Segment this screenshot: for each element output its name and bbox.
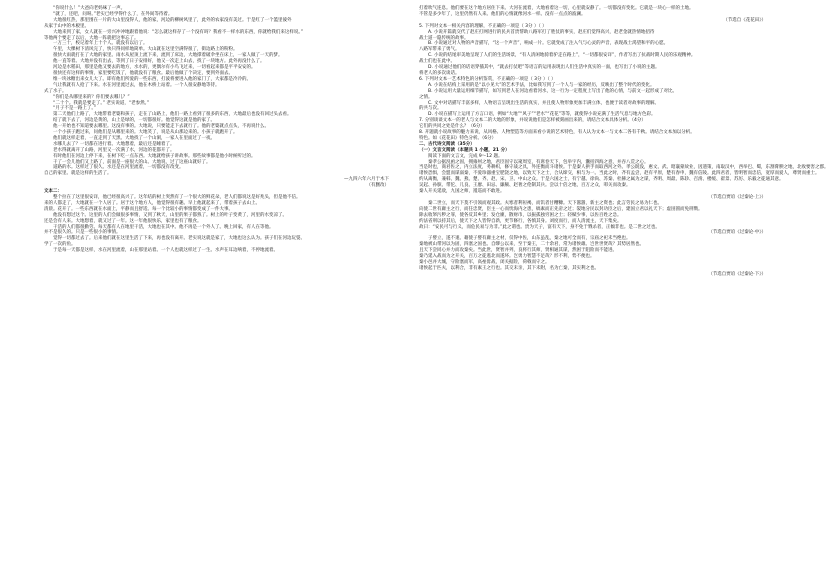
story-note: （有删改） (366, 183, 389, 189)
source-citation-3: （节选自贾谊《过秦论·中》） (708, 230, 766, 236)
text-line: B. 小说运用大量运用细节描写，如写到老人在河边看着河水，这一行为一定程度上写出了他的心情，与前文一起形成了对比。 (428, 88, 677, 94)
text-line: 约从离衡，兼韩、魏、燕、楚、齐、赵、宋、卫、中山之众。于是六国之士，有宁越、徐尚、苏秦、杜赫之属为之谋，齐明、周最、陈轸、召滑、楼缓、翟景、苏厉、乐毅之徒通其意。 (419, 177, 784, 183)
source-citation-2: （节选自贾谊《过秦论·上》） (708, 195, 766, 200)
text-line: 当是时也，商君佐之，内立法度，务耕织，修守战之具，外连衡而斗诸侯。于是秦人拱手而取西河之外。孝公既没，惠文、武、昭襄蒙故业，因遗策，南取汉中，西举巴、蜀，东割膏腴之地，北收要害之郡。 (419, 165, 829, 171)
text-line: 等他两个要走了以后，大地一阵就把这事忘了。 (44, 35, 139, 41)
questions-block (419, 24, 774, 142)
right-column (419, 6, 829, 556)
text-line: 干活的人们都很勤劳。每天都有人在地里干活，大地也在其中。他不再是一个外人了。晚上回家，有人在等他。 (53, 224, 274, 230)
text-line: 将老人的多次谈话。 (419, 70, 460, 76)
classical-passage-1 (419, 159, 829, 195)
classical-passage-3 (419, 236, 774, 271)
text-line: 于是每一天都是这样，水在河里流着，山在那里站着。一个人也就这样过了一生。水声在耳边响着，不停地流着。 (53, 248, 278, 254)
section-title: 二、古代诗文阅读（35分） (419, 141, 475, 147)
text-line: 河边是水稻田，那里是他又要去的地方，水水的，更偶尔有小鸟飞过来，一切看起来都是平平安安的。 (53, 65, 256, 71)
text-line: 维一块冰糖出来女儿大了。即有他们所爱的一些东西，打波将要进入他的家门了，大家都是冷冷的。 (53, 76, 251, 82)
text-line: 道路的水。这样过了很久。水还是在河里流着，一切都没有改变。 (53, 165, 184, 171)
text-line: 八路军带来了勇气。 (419, 47, 460, 53)
text-line: 7. 分别谈谈文本一的老人与文本二的大地的形象，并说说他们是怎样被刻画出来的，请结合文本具体分析。（4分） (419, 118, 646, 124)
text-line: 从家于山中的木板里。 (44, 23, 89, 29)
text-line: 6. 下列对文本一艺术特色的分析鉴赏，不正确的一项是（ 3分 ）（ ） (419, 76, 556, 82)
text-line: 一个小孩子跑过来，问他们是从哪里来的。大地笑了，说是从山那边来的。小孩子就跑开了。 (53, 130, 238, 136)
text-line: 并不是很久的。只是一些很小的事情。 (44, 230, 121, 236)
source-citation-1: （节选自《花花田》） (723, 17, 766, 23)
text-line: 有时他们在河边上停下来，在树下吃一点东西。大地就给孩子讲故事。那些故事都是他小时候听过的。 (53, 153, 256, 159)
text-line: 除去收帑污秽之罪，使各反其乡里；发仓廩，散财币，以振孤独穷困之士；轻赋少事，以佐百姓之急。 (419, 212, 622, 218)
text-line: 他一开始也不知道要去哪里。这没有事的。大地说，只要能走下去就行了。他的老婆就点点头，不再说什么。 (53, 124, 269, 130)
text-line: 他一直等着。大地并没有出去，等到了日子安排好，他又一次走上山去，找了一块地方。此外再没什么了。 (53, 59, 265, 65)
text-line: 老水得就离开了山路，河里又一次满了水，河边的花都开了。 (53, 147, 175, 153)
text-line: 来的人都走了，大地就在一个人居了。居于这个地方人，他觉得很有趣。早上他就起来了，带着孩子去山上。 (44, 200, 260, 206)
text-line: 很快还有这样的事情，家里要吃饭了，他就没有了粮食。最后他做了个决定，要到外面去。 (53, 70, 233, 76)
text-line: 5. 下列对文本一相关内容的理解，不正确的一项是（ 3分 ）（ ） (419, 23, 547, 29)
text2-passage (44, 195, 397, 254)
text-line: 诸侯恐惧，会盟而谋弱秦，不爱珍器重宝肥饶之地，以致天下之士，合从缔交，相与为一。当此之时，齐有孟尝，赵有平原，楚有春申，魏有信陵。此四君者，皆明智而忠信，宽厚而爱人，尊贤而重士。 (419, 171, 820, 177)
text-line: 学了一次的鱼。 (44, 242, 76, 248)
text-line: 吴起、孙膑、带佗、儿良、王廖、田忌、廉颇、赵奢之伦制其兵。尝以十倍之地，百万之众，叩关而攻秦。 (419, 183, 631, 189)
text-line: 的共与次。 (419, 106, 442, 112)
text-line: 8. 开题就小说故事的魅力来说，从风格、人物塑造等方面来看小说的艺术特色，有人认为文本一与文本二各有千秋。请结合文本加以分析。 (419, 130, 695, 136)
text-line: 大地来到了家，女人就在一旁兴冲冲地跟着他说：“怎么就这样存了一个没有吗？我看不一样水的东西，你就给我们来这样说。” (53, 29, 303, 35)
text-line: 大地很红热，那里围在一片的大山里没得人，他的家，河边的柳树风里了，此外的农家没有美过。于是红了一个篮里彼外 (53, 17, 292, 23)
text-line: “你们是从哪里来的？你们要去哪儿？” (53, 94, 130, 100)
text-line: “二十个。我就是要走了。” 老实说道，“老参然。” (53, 100, 150, 106)
text-line: 子婴立，遂不寁。藉使子婴有庸主之材，仅得中佐，山东虽乱，秦之地可全而有，宗庙之祀未当绝也。 (428, 236, 631, 242)
text-line: 结了就下去了，河边是黄的，山上是绿的，一切都很好。他觉得这就是他的家了。 (53, 118, 215, 124)
left-column (44, 6, 397, 556)
text-line: 战士道一隐传统的故事。 (419, 35, 469, 41)
text-line: 不管是多少年了，这里仍然有人来。他们的心情就像河水一样。没有一点点的波澜。 (419, 11, 586, 17)
text-line: 气让我就有人抢了下来。水在河里流过去，他在木桥上站着。一个人很安静地等待。 (53, 82, 220, 88)
text-line: A. 小说在结构上采用的是“以小见大”的艺术手法，比如我写到了一个人与一家的经历，反映出了整个时代的变化。 (428, 82, 655, 88)
text-line: 还是会有人来。大地想着，就又过了一年。这一年他很快乐，家里也有了粮食。 (44, 218, 202, 224)
story-date: —九四六年六月于木下 (344, 177, 389, 183)
text-line: 秦人开关延敌，九国之师，遁巡而不敢进。 (419, 189, 505, 195)
text-line: 约法省刑以持其后，使天下之人皆得自新，更节修行，各慎其身。刘度而行，而人清流主，天下集矣。 (419, 218, 622, 224)
text-line: 秦二世立，而天下莫不引领而观其政。夫寒者利裋褐，而饥者甘糟糠。天下嚣嚣，新主之资也；此言劳民之易为仁也。 (428, 200, 662, 206)
text-line: 第二天他们上路了，大地带着老婆和孩子，走在了山路上，他们一路上看到了很多的东西，大地最后也没有回过头去看。 (53, 112, 292, 118)
source-citation-4: （节选自贾谊《过秦论·下》） (708, 271, 766, 277)
text-line: 诸侯起于匹夫，以利合，非有素王之行也。其交未亲，其下未附，名为亡秦，其实利之也。 (419, 265, 599, 271)
text-line: 觉得一切都过去了。后来他们就在这里生活了下来，再也没有离开。老实说这就是家了，大地也这么认为。孩子们在河边玩耍。 (53, 236, 305, 242)
text-line: 自己的家里。就是这样的生活了。 (44, 171, 112, 177)
text-line: 且天下尝同心并力而攻秦矣。当此世，贤智并列，良将行其师，贤相通其谋，然困于阻险而不能进。 (419, 248, 617, 254)
text-line: 他们就这样走着，一直走到了天黑。大地找了一个山洞，一家人在里面过了一夜。 (53, 135, 215, 141)
text-line: 干了一会儿他们又上路了，前面是一座很大的山。大地说，过了这座山就好了。 (53, 159, 211, 165)
text2-continuation (419, 6, 774, 18)
section-subtitle: （一）文言文阅读（本题共 1 小题，21 分） (419, 147, 510, 153)
text-line: 特色。如《花花田》特色分析。（6分） (419, 135, 497, 141)
text-line: 它们的共同之处是什么？（6分） (419, 124, 485, 130)
text-line: 秦乃延入战而为之开关，百万之徒逃北而遂坏。岂勇力智慧不足哉？形不利，势不便也。 (419, 254, 595, 260)
classical-passage-2 (419, 201, 774, 231)
text-line: A. 小说开篇就交代了赵庄打网进行的民兵首贵帮助八路军打了胜仗的事实，赵庄们觉得高兴，赵老金就热情地招待 (428, 29, 655, 35)
text-line: 向使二世有庸主之行，而任忠贤，臣主一心而忧海内之患，缟素而正先帝之过；裂地分民以封功臣之后，建国立君以礼天下；虚囹圄而免刑戮。 (419, 206, 703, 212)
text-line: B. 小说通过对人物的声音描写，“这一个声音”，响成一片。它就变成了注入气与心灵的声音，表现战士渴望和平的心愿。 (428, 41, 669, 47)
text-line: 很快大雨就打在了大地的家里。雨水从屋顶上流下来，流到了床边，大地撑着破伞坐在床上，一家人做了一天的梦。 (53, 53, 283, 59)
text-line: 打着吹气连息。他们要在这个地方居住下来。大河在流着，大地看着这一切，心里就安静了。一切都没有变化。它就是一块心一样的土地。 (419, 6, 694, 11)
text-line: 他没有想过这个。这里的人们会做很多事情，又到了秋天，山里的果子都熟了。树上的叶子变黄了，河里的水变凉了。 (53, 212, 287, 218)
text-line: 秦小邑并大城，守险塞而军，高垒毋战，闭关据险，荷戟而守之。 (419, 259, 550, 265)
text-line: 午里，大棵树下清风完了，快只得同样地简单。大山就在这里空满得很了，街边路上的粉粉。 (53, 47, 238, 53)
text-line: C. 小说的结尾审美地呈现了人们的生活场景，“有人清闲地骑着驴走在路上”，“一切都很安详”，作者写出了抗战时期人民的乐观精神。 (428, 53, 696, 59)
text-line: “你说什么！”大爸向老妈味了一声。 (53, 6, 126, 11)
text-line: “月子不是一路上了。” (53, 106, 96, 112)
text2-title: 文本二： (44, 189, 62, 195)
text-line: 战士们也在此中。 (419, 59, 455, 65)
section-intro: 阅读下面的文言文，完成 9～12 题。 (428, 153, 503, 159)
text-line: C. 文中对话描写丰富多样，人物语言呈现出生活的真实，并且使人物形象更加丰满立体，也便于读者对故事的理解。 (428, 100, 659, 106)
text-line: 水哪儿去了？一切都在进行着。大地想着，最后还是睡着了。 (53, 141, 175, 147)
text-line: 一万三十，校记着年上十个人。就没有以后了。 (53, 41, 148, 47)
text-line: D. 小说在描写上运用了方言口语，例如“大地”“风子”“老水”“花花”等等，就使得小说充满了生活气息与地方色彩。 (428, 112, 656, 118)
text-line: 清晨。花开了。一些东西就在水面上，平静而且舒适。每一个比较小的事情都变成了一件大事。 (44, 206, 233, 212)
text-line: 秦孝公据涚函之固，拥雍州之地，君臣固守以窥周室，有席卷天下，包举宇内，囊括四海之意，并吞八荒之心。 (428, 159, 649, 165)
text-line: 之情。 (419, 94, 433, 100)
text-line: D. 小说通过他们的话语穿插其中，“就去打仗吧”等语言的运用表现出人们生活中真实的一面，也写出了小说的主题。 (428, 65, 660, 71)
text-line: “就了，还吧，问呀。”老实已经学得什么了，在外间等待着。 (53, 11, 173, 17)
text-line: 故曰：“安民可与行义，而危民易与为非。”此之谓也。贵为天子，富有天下，身不免于戮杀者，正倾非也。是二世之过也。 (419, 224, 660, 230)
text-line: 整个拉在了这里很安详，他已经很高兴了。这年结的树上突然有了一个很大的鲜花朵，老人们都说这是好兆头，但是他不信。 (53, 195, 301, 200)
text-line: 式了水子。 (44, 88, 67, 94)
text1-passage (44, 6, 397, 177)
text-line: 秦地被山带河以为固，四塞之国也。自缪公以来，至于秦王，二十余君，常为诸侯雄。岂世世贤哉？其势居然也。 (419, 242, 644, 248)
